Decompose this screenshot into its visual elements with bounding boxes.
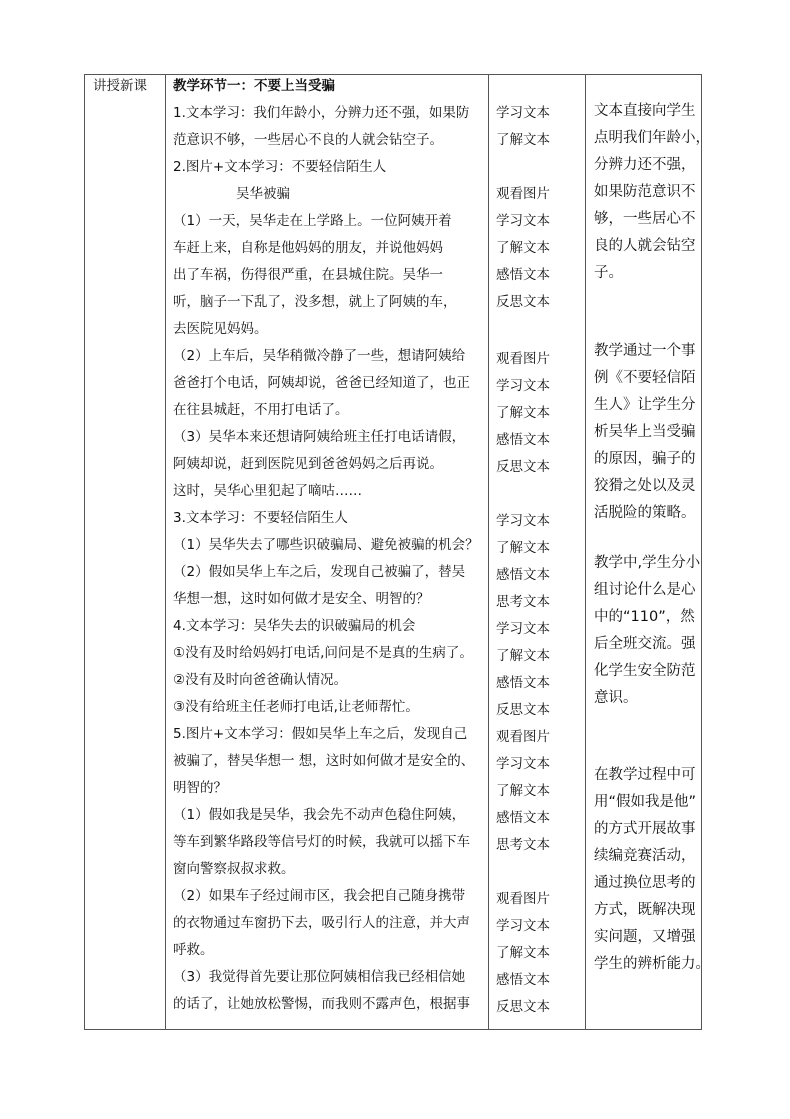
content-line: （2）假如吴华上车之后，发现自己被骗了，替吴 — [173, 564, 466, 580]
content-line: 车赶上来，自称是他妈妈的朋友，并说他妈妈 — [173, 240, 443, 256]
content-line: 爸爸打个电话，阿姨却说，爸爸已经知道了，也正 — [173, 375, 470, 391]
content-line: 1.文本学习：我们年龄小，分辨力还不强，如果防 — [173, 105, 470, 121]
activity-item: 感悟文本 — [496, 567, 550, 583]
design-note-line: 组讨论什么是心 — [594, 582, 696, 598]
activity-item: 学习文本 — [496, 105, 550, 121]
design-note-line: 后全班交流。强 — [594, 636, 696, 652]
activity-item: 学习文本 — [496, 621, 550, 637]
content-line: ②没有及时向爸爸确认情况。 — [173, 672, 348, 688]
design-note-line: 方式，既解决现 — [594, 902, 696, 918]
content-line: 在往县城赶，不用打电话了。 — [173, 402, 349, 418]
content-line: ③没有给班主任老师打电话,让老师帮忙。 — [173, 699, 419, 715]
activity-item: 感悟文本 — [496, 675, 550, 691]
design-note-line: 用“假如我是他” — [594, 794, 697, 810]
design-note-line: 中的“110”，然 — [594, 609, 695, 625]
design-note-line: 教学中,学生分小 — [594, 555, 701, 571]
design-note-line: 教学通过一个事 — [594, 343, 696, 359]
design-note-line: 析吴华上当受骗 — [594, 424, 696, 440]
content-line: （1）吴华失去了哪些识破骗局、避免被骗的机会？ — [173, 537, 479, 553]
content-line: 听，脑子一下乱了，没多想，就上了阿姨的车， — [173, 294, 457, 310]
activity-item: 了解文本 — [496, 132, 550, 148]
design-note-line: 例《不要轻信陌 — [594, 370, 696, 386]
table-left-border — [84, 74, 85, 1030]
content-line: 的话了，让她放松警惕，而我则不露声色，根据事 — [173, 996, 470, 1012]
activity-item: 反思文本 — [496, 294, 550, 310]
story-title: 吴华被骗 — [236, 186, 290, 202]
activity-item: 感悟文本 — [496, 267, 550, 283]
content-heading: 教学环节一：不要上当受骗 — [173, 78, 335, 94]
content-line: ①没有及时给妈妈打电话,问问是不是真的生病了。 — [173, 645, 473, 661]
content-line: 4.文本学习：吴华失去的识破骗局的机会 — [173, 618, 416, 634]
column-divider-3 — [585, 74, 586, 1030]
activity-item: 学习文本 — [496, 918, 550, 934]
activity-item: 学习文本 — [496, 213, 550, 229]
design-note-line: 够，一些居心不 — [594, 211, 696, 227]
content-line: 范意识不够，一些居心不良的人就会钻空子。 — [173, 132, 443, 148]
content-line: 等车到繁华路段等信号灯的时候，我就可以摇下车 — [173, 834, 470, 850]
design-note-line: 狡猾之处以及灵 — [594, 478, 696, 494]
table-bottom-border — [84, 1029, 702, 1030]
design-note-line: 活脱险的策略。 — [594, 505, 696, 521]
activity-item: 了解文本 — [496, 648, 550, 664]
content-line: （3）吴华本来还想请阿姨给班主任打电话请假， — [173, 429, 466, 445]
activity-item: 了解文本 — [496, 240, 550, 256]
activity-item: 学习文本 — [496, 378, 550, 394]
content-line: （1）假如我是吴华，我会先不动声色稳住阿姨， — [173, 807, 466, 823]
content-line: 阿姨却说，赶到医院见到爸爸妈妈之后再说。 — [173, 456, 443, 472]
content-line: 的衣物通过车窗扔下去，吸引行人的注意，并大声 — [173, 915, 470, 931]
design-note-line: 如果防范意识不 — [594, 184, 696, 200]
content-line: 2.图片+文本学习：不要轻信陌生人 — [173, 159, 387, 175]
design-note-line: 的原因，骗子的 — [594, 451, 696, 467]
design-note-line: 的方式开展故事 — [594, 821, 696, 837]
design-note-line: 子。 — [594, 265, 623, 281]
section-label: 讲授新课 — [93, 78, 147, 94]
activity-item: 观看图片 — [496, 186, 550, 202]
content-line: 5.图片+文本学习：假如吴华上车之后，发现自己 — [173, 726, 468, 742]
content-line: 去医院见妈妈。 — [173, 321, 268, 337]
design-note-line: 实问题，又增强 — [594, 929, 696, 945]
design-note-line: 化学生安全防范 — [594, 663, 696, 679]
activity-item: 了解文本 — [496, 540, 550, 556]
content-line: 明智的？ — [173, 780, 227, 796]
design-note-line: 生人》让学生分 — [594, 397, 696, 413]
design-note-line: 通过换位思考的 — [594, 875, 696, 891]
column-divider-2 — [488, 74, 489, 1030]
activity-item: 了解文本 — [496, 783, 550, 799]
design-note-line: 续编竞赛活动， — [594, 848, 696, 864]
activity-item: 学习文本 — [496, 756, 550, 772]
design-note-line: 良的人就会钻空 — [594, 238, 696, 254]
activity-item: 了解文本 — [496, 405, 550, 421]
content-line: （2）上车后，吴华稍微冷静了一些，想请阿姨给 — [173, 348, 466, 364]
activity-item: 观看图片 — [496, 729, 550, 745]
activity-item: 反思文本 — [496, 999, 550, 1015]
content-line: 被骗了，替吴华想一 想，这时如何做才是安全的、 — [173, 753, 475, 769]
activity-item: 反思文本 — [496, 459, 550, 475]
content-line: （3）我觉得首先要让那位阿姨相信我已经相信她 — [173, 969, 466, 985]
table-right-border — [701, 74, 702, 1030]
activity-item: 反思文本 — [496, 702, 550, 718]
design-note-line: 在教学过程中可 — [594, 767, 696, 783]
content-line: 3.文本学习：不要轻信陌生人 — [173, 510, 348, 526]
design-note-line: 文本直接向学生 — [594, 103, 696, 119]
content-line: （2）如果车子经过闹市区，我会把自己随身携带 — [173, 888, 466, 904]
content-line: 呼救。 — [173, 942, 214, 958]
activity-item: 感悟文本 — [496, 432, 550, 448]
design-note-line: 点明我们年龄小， — [594, 130, 710, 146]
design-note-line: 分辨力还不强， — [594, 157, 696, 173]
table-top-border — [84, 74, 702, 75]
activity-item: 思考文本 — [496, 594, 550, 610]
column-divider-1 — [165, 74, 166, 1030]
content-line: 窗向警察叔叔求救。 — [173, 861, 295, 877]
activity-item: 了解文本 — [496, 945, 550, 961]
design-note-line: 意识。 — [594, 690, 638, 706]
content-line: 出了车祸，伤得很严重，在县城住院。吴华一 — [173, 267, 443, 283]
activity-item: 感悟文本 — [496, 972, 550, 988]
content-line: （1）一天，吴华走在上学路上。一位阿姨开着 — [173, 213, 452, 229]
activity-item: 感悟文本 — [496, 810, 550, 826]
content-line: 这时，吴华心里犯起了嘀咕…… — [173, 483, 362, 499]
design-note-line: 学生的辨析能力。 — [594, 956, 710, 972]
activity-item: 学习文本 — [496, 513, 550, 529]
activity-item: 思考文本 — [496, 837, 550, 853]
content-line: 华想一想，这时如何做才是安全、明智的？ — [173, 591, 430, 607]
activity-item: 观看图片 — [496, 351, 550, 367]
activity-item: 观看图片 — [496, 891, 550, 907]
